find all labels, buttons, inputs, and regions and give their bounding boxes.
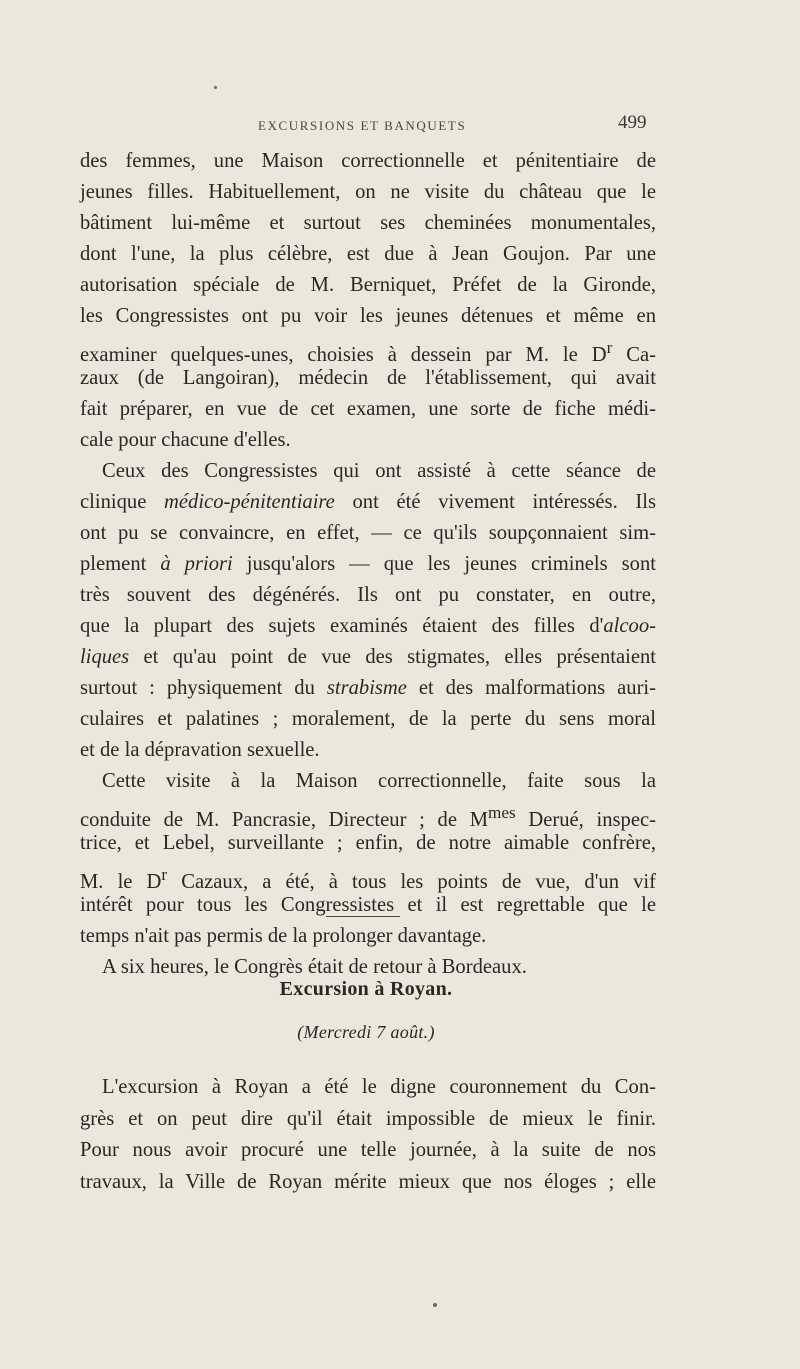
text-line: L'excursion à Royan a été le digne couronnement du Con- <box>102 1076 656 1098</box>
text-line: Ceux des Congressistes qui ont assisté à cette séance de <box>102 460 656 482</box>
superscript: mes <box>488 803 516 822</box>
text-segment: ont été vivement intéressés. Ils <box>334 491 656 513</box>
text-line: Pour nous avoir procuré une telle journée, à la suite de nos <box>80 1139 656 1161</box>
text-line: A six heures, le Congrès était de retour à Bordeaux. <box>102 956 527 978</box>
paper-speck <box>214 86 217 89</box>
text-line: intérêt pour tous les Congressistes et il est regrettable que le <box>80 894 656 916</box>
text-line: bâtiment lui-même et surtout ses cheminées monumentales, <box>80 212 656 234</box>
italic-term: médico-pénitentiaire <box>164 491 335 513</box>
text-line: Cette visite à la Maison correctionnelle, faite sous la <box>102 770 656 792</box>
text-line: ont pu se convaincre, en effet, — ce qu'ils soupçonnaient sim- <box>80 522 656 544</box>
section-title: Excursion à Royan. <box>279 978 453 1000</box>
italic-term: alcoo- <box>603 615 656 637</box>
text-segment: Derué, inspec- <box>515 808 656 831</box>
text-line <box>80 859 656 893</box>
text-segment: M. le D <box>80 870 162 893</box>
text-segment: et qu'au point de vue des stigmates, elles présentaient <box>129 646 656 668</box>
text-line: des femmes, une Maison correctionnelle et pénitentiaire de <box>80 150 656 172</box>
text-line <box>80 611 656 642</box>
text-segment: que la plupart des sujets examinés étaient des filles d' <box>80 615 604 637</box>
text-line: et de la dépravation sexuelle. <box>80 739 320 761</box>
text-line: trice, et Lebel, surveillante ; enfin, de notre aimable confrère, <box>80 832 656 854</box>
text-line: cale pour chacune d'elles. <box>80 429 291 451</box>
text-line <box>80 487 656 518</box>
text-line: culaires et palatines ; moralement, de la perte du sens moral <box>80 708 656 730</box>
superscript: r <box>606 338 613 357</box>
text-segment: clinique <box>80 491 165 513</box>
text-line <box>80 642 656 673</box>
text-line: temps n'ait pas permis de la prolonger davantage. <box>80 925 487 947</box>
italic-term: à priori <box>160 553 233 575</box>
main-text <box>80 146 656 983</box>
text-line: jeunes filles. Habituellement, on ne visite du château que le <box>80 181 656 203</box>
text-line: les Congressistes ont pu voir les jeunes détenues et même en <box>80 305 656 327</box>
text-line: travaux, la Ville de Royan mérite mieux que nos éloges ; elle <box>80 1170 656 1193</box>
text-segment: examiner quelques-unes, choisies à dessein par M. le D <box>80 343 607 366</box>
text-segment: et des malformations auri- <box>406 677 657 699</box>
running-head: EXCURSIONS ET BANQUETS <box>258 118 467 133</box>
text-segment: Cazaux, a été, à tous les points de vue, d'un vif <box>167 870 656 893</box>
text-line: dont l'une, la plus célèbre, est due à Jean Goujon. Par une <box>80 243 656 265</box>
section-date: (Mercredi 7 août.) <box>297 1022 435 1042</box>
text-segment: jusqu'alors — que les jeunes criminels sont <box>232 553 656 575</box>
text-segment: plement <box>80 553 161 575</box>
paper-speck <box>433 1303 437 1307</box>
page-number: 499 <box>618 112 647 133</box>
section-text <box>80 1072 656 1198</box>
text-segment: conduite de M. Pancrasie, Directeur ; de M <box>80 808 489 831</box>
text-segment: Ca- <box>612 343 656 366</box>
text-line: autorisation spéciale de M. Berniquet, Préfet de la Gironde, <box>80 274 656 296</box>
text-line <box>80 332 656 366</box>
text-line: très souvent des dégénérés. Ils ont pu constater, en outre, <box>80 584 656 606</box>
text-line: grès et on peut dire qu'il était impossible de mieux le finir. <box>80 1107 656 1130</box>
text-line <box>80 673 656 704</box>
text-line: fait préparer, en vue de cet examen, une sorte de fiche médi- <box>80 398 656 420</box>
text-line: zaux (de Langoiran), médecin de l'établissement, qui avait <box>80 367 656 389</box>
text-line <box>80 549 656 580</box>
italic-term: liques <box>80 646 130 668</box>
text-line <box>80 797 656 831</box>
section-divider <box>326 916 400 917</box>
superscript: r <box>161 865 168 884</box>
italic-term: strabisme <box>326 677 407 699</box>
text-segment: surtout : physiquement du <box>80 677 327 699</box>
